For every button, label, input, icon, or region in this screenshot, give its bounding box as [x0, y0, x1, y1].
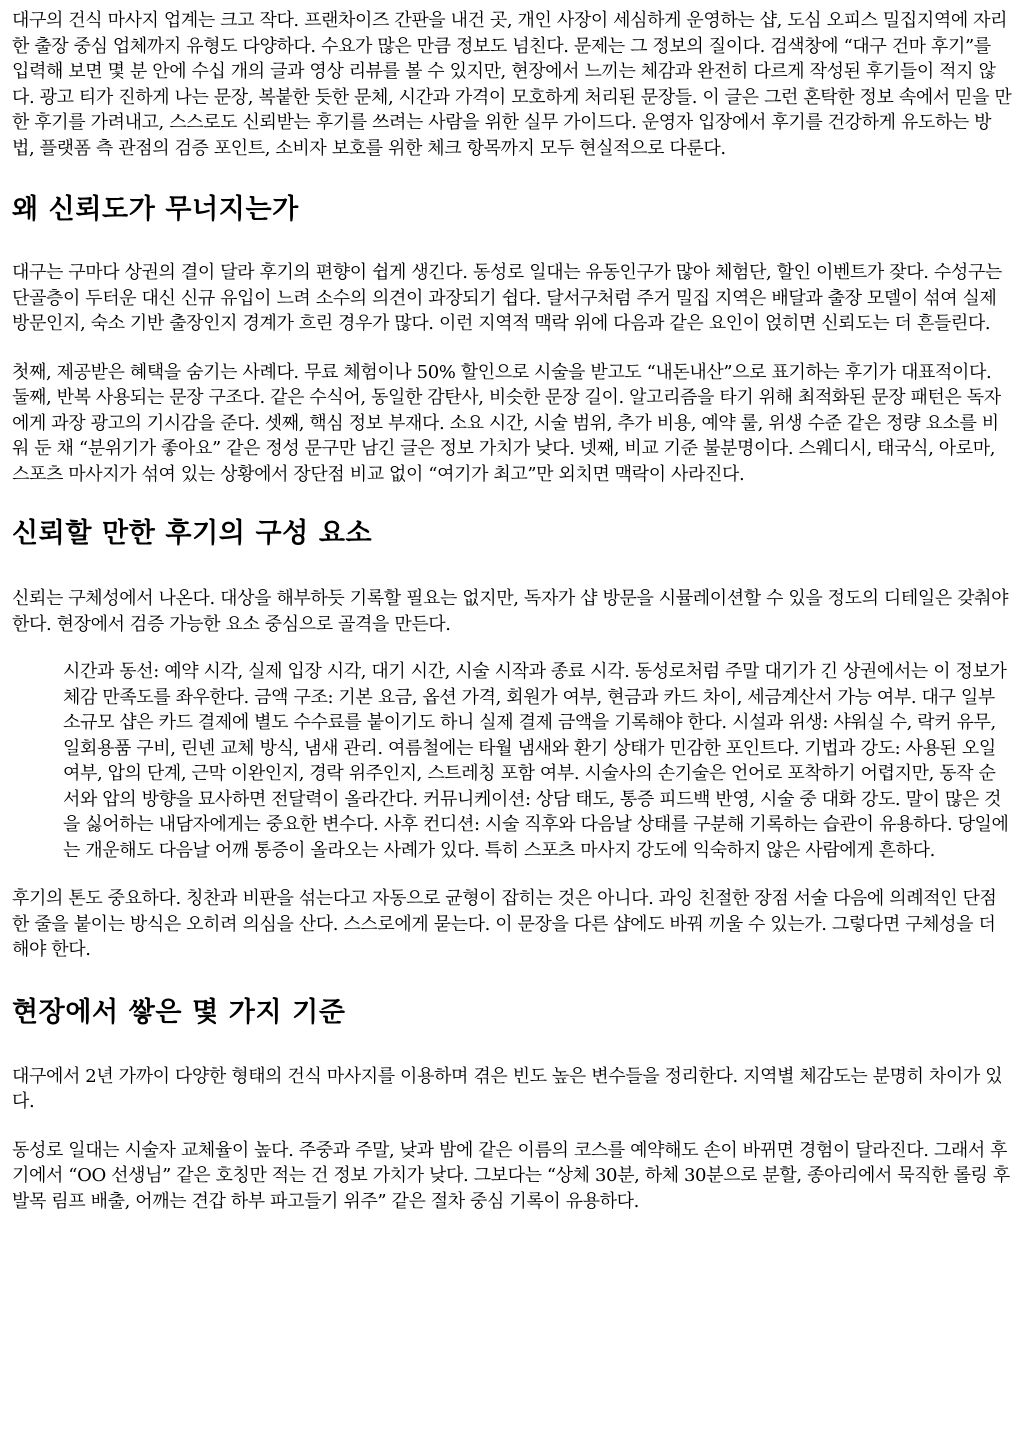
section-paragraph: 대구는 구마다 상권의 결이 달라 후기의 편향이 쉽게 생긴다. 동성로 일대는 유동인구가 많아 체험단, 할인 이벤트가 잦다. 수성구는 단골층이 두터운 대신 신규 유입이 느려 소수의 의견이 과장되기 쉽다. 달서구처럼 주거 밀집 지역은 배달과 출장 모델이 섞여 실제 방문인지, 숙소 기반 출장인지 경계가 흐린 경우가 많다. 이런 지역적 맥락 위에 다음과 같은 요인이 얹히면 신뢰도는 더 흔들린다.: [12, 262, 1002, 334]
components-blockquote: [12, 659, 1012, 863]
intro-paragraph: 대구의 건식 마사지 업계는 크고 작다. 프랜차이즈 간판을 내건 곳, 개인 사장이 세심하게 운영하는 샵, 도심 오피스 밀집지역에 자리한 출장 중심 업체까지 유형도 다양하다. 수요가 많은 만큼 정보도 넘친다. 문제는 그 정보의 질이다. 검색창에 “대구 건마 후기”를 입력해 보면 몇 분 안에 수십 개의 글과 영상 리뷰를 볼 수 있지만, 현장에서 느끼는 체감과 완전히 다르게 작성된 후기들이 적지 않다. 광고 티가 진하게 나는 문장, 복붙한 듯한 문체, 시간과 가격이 모호하게 처리된 문장들. 이 글은 그런 혼탁한 정보 속에서 믿을 만한 후기를 가려내고, 스스로도 신뢰받는 후기를 쓰려는 사람을 위한 실무 가이드다. 운영자 입장에서 후기를 건강하게 유도하는 방법, 플랫폼 측 관점의 검증 포인트, 소비자 보호를 위한 체크 항목까지 모두 현실적으로 다룬다.: [12, 10, 1012, 159]
blockquote-text: 시간과 동선: 예약 시각, 실제 입장 시각, 대기 시간, 시술 시작과 종료 시각. 동성로처럼 주말 대기가 긴 상권에서는 이 정보가 체감 만족도를 좌우한다. 금액 구조: 기본 요금, 옵션 가격, 회원가 여부, 현금과 카드 차이, 세금계산서 가능 여부. 대구 일부 소규모 샵은 카드 결제에 별도 수수료를 붙이기도 하니 실제 결제 금액을 기록해야 한다. 시설과 위생: 샤워실 수, 락커 유무, 일회용품 구비, 린넨 교체 방식, 냄새 관리. 여름철에는 타월 냄새와 환기 상태가 민감한 포인트다. 기법과 강도: 사용된 오일 여부, 압의 단계, 근막 이완인지, 경락 위주인지, 스트레칭 포함 여부. 시술사의 손기술은 언어로 포착하기 어렵지만, 동작 순서와 압의 방향을 묘사하면 전달력이 올라간다. 커뮤니케이션: 상담 태도, 통증 피드백 반영, 시술 중 대화 강도. 말이 많은 것을 싫어하는 내담자에게는 중요한 변수다. 사후 컨디션: 시술 직후와 다음날 상태를 구분해 기록하는 습관이 유용하다. 당일에는 개운해도 다음날 어깨 통증이 올라오는 사례가 있다. 특히 스포츠 마사지 강도에 익숙하지 않은 사람에게 흔하다.: [63, 661, 1009, 861]
section-paragraph: 동성로 일대는 시술자 교체율이 높다. 주중과 주말, 낮과 밤에 같은 이름의 코스를 예약해도 손이 바뀌면 경험이 달라진다. 그래서 후기에서 “OO 선생님” 같은 호칭만 적는 건 정보 가치가 낮다. 그보다는 “상체 30분, 하체 30분으로 분할, 종아리에서 묵직한 롤링 후 발목 림프 배출, 어깨는 견갑 하부 파고들기 위주” 같은 절차 중심 기록이 유용하다.: [12, 1139, 1010, 1212]
section-paragraph: 후기의 톤도 중요하다. 칭찬과 비판을 섞는다고 자동으로 균형이 잡히는 것은 아니다. 과잉 친절한 장점 서술 다음에 의례적인 단점 한 줄을 붙이는 방식은 오히려 의심을 산다. 스스로에게 묻는다. 이 문장을 다른 샵에도 바꿔 끼울 수 있는가. 그렇다면 구체성을 더해야 한다.: [12, 888, 997, 960]
section-paragraph: 대구에서 2년 가까이 다양한 형태의 건식 마사지를 이용하며 겪은 빈도 높은 변수들을 정리한다. 지역별 체감도는 분명히 차이가 있다.: [12, 1065, 1003, 1112]
section-heading-why-trust-collapses: 왜 신뢰도가 무너지는가: [12, 194, 299, 225]
section-paragraph: 첫째, 제공받은 혜택을 숨기는 사례다. 무료 체험이나 50% 할인으로 시술을 받고도 “내돈내산”으로 표기하는 후기가 대표적이다. 둘째, 반복 사용되는 문장 구조다. 같은 수식어, 동일한 감탄사, 비슷한 문장 길이. 알고리즘을 타기 위해 최적화된 문장 패턴은 독자에게 과장 광고의 기시감을 준다. 셋째, 핵심 정보 부재다. 소요 시간, 시술 범위, 추가 비용, 예약 룰, 위생 수준 같은 정량 요소를 비워 둔 채 “분위기가 좋아요” 같은 정성 문구만 남긴 글은 정보 가치가 낮다. 넷째, 비교 기준 불분명이다. 스웨디시, 태국식, 아로마, 스포츠 마사지가 섞여 있는 상황에서 장단점 비교 없이 “여기가 최고”만 외치면 맥락이 사라진다.: [12, 361, 1001, 485]
section-heading-review-components: 신뢰할 만한 후기의 구성 요소: [12, 518, 373, 549]
section-heading-field-criteria: 현장에서 쌓은 몇 가지 기준: [12, 996, 346, 1028]
section-paragraph: 신뢰는 구체성에서 나온다. 대상을 해부하듯 기록할 필요는 없지만, 독자가 샵 방문을 시뮬레이션할 수 있을 정도의 디테일은 갖춰야 한다. 현장에서 검증 가능한 요소 중심으로 골격을 만든다.: [12, 588, 1009, 635]
